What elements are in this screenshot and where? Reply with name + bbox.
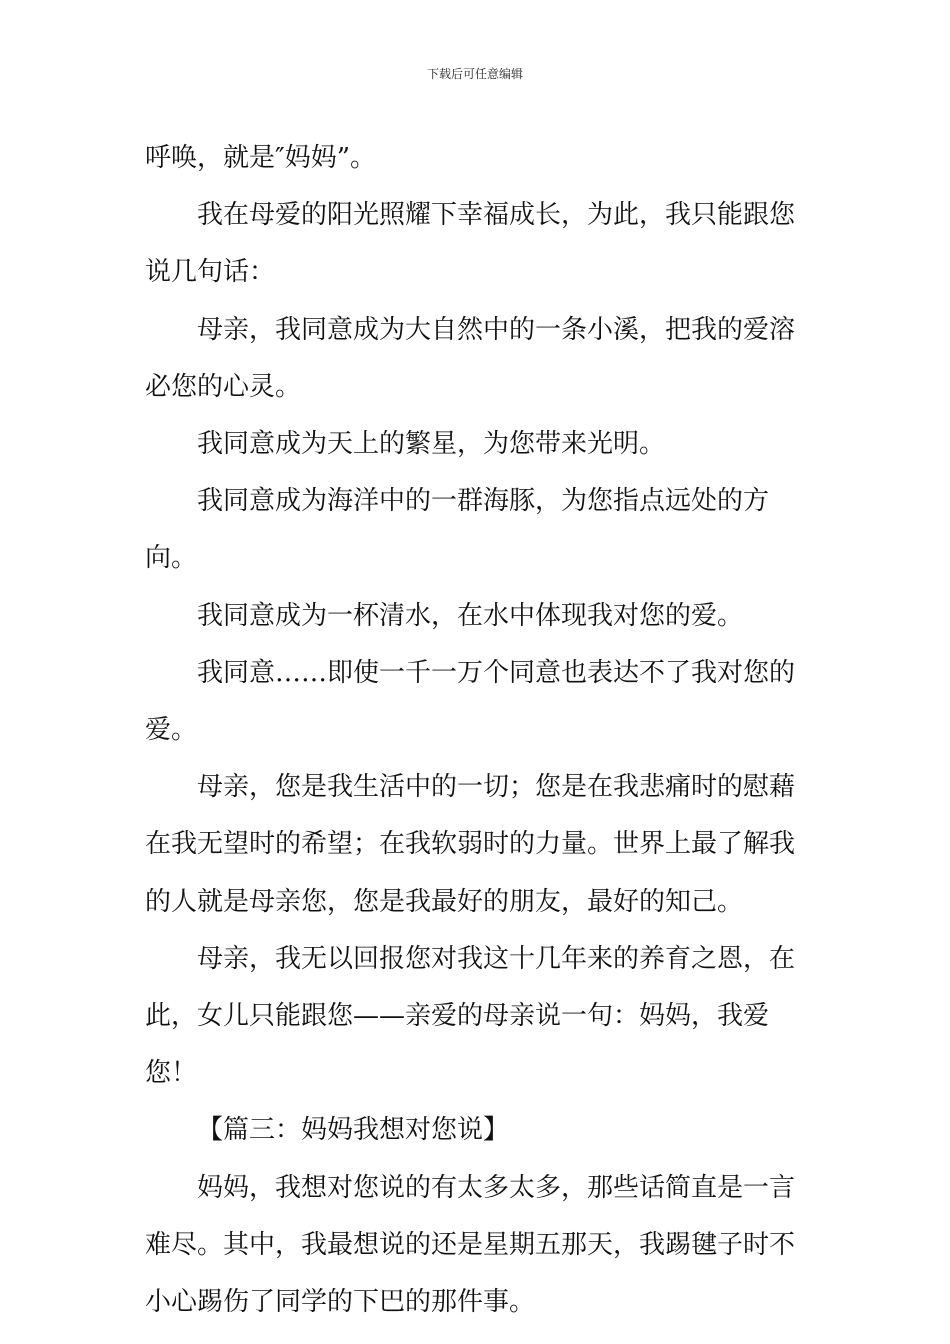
paragraph-2: 我在母爱的阳光照耀下幸福成长，为此，我只能跟您说几句话： xyxy=(145,200,796,288)
document-body xyxy=(145,130,810,1331)
paragraph-3: 母亲，我同意成为大自然中的一条小溪，把我的爱溶必您的心灵。 xyxy=(145,314,796,402)
paragraph-8: 母亲，您是我生活中的一切；您是在我悲痛时的慰藉在我无望时的希望；在我软弱时的力量。世界上最了解我的人就是母亲您，您是我最好的朋友，最好的知己。 xyxy=(145,772,796,917)
section-heading: 【篇三：妈妈我想对您说】 xyxy=(197,1115,510,1146)
section-paragraph-1: 妈妈，我想对您说的有太多太多，那些话简直是一言难尽。其中，我最想说的还是星期五那天，我踢毽子时不小心踢伤了同学的下巴的那件事。 xyxy=(145,1172,796,1318)
page-header: 下载后可任意编辑 xyxy=(426,67,523,81)
paragraph-7: 我同意……即使一千一万个同意也表达不了我对您的爱。 xyxy=(145,657,796,746)
paragraph-5: 我同意成为海洋中的一群海豚，为您指点远处的方向。 xyxy=(145,486,770,574)
paragraph-9: 母亲，我无以回报您对我这十几年来的养育之恩，在此，女儿只能跟您——亲爱的母亲说一句：妈妈，我爱您！ xyxy=(145,943,796,1089)
paragraph-4: 我同意成为天上的繁星，为您带来光明。 xyxy=(197,429,666,460)
paragraph-1: 呼唤，就是″妈妈”。 xyxy=(145,143,377,173)
paragraph-6: 我同意成为一杯清水，在水中体现我对您的爱。 xyxy=(197,600,744,631)
